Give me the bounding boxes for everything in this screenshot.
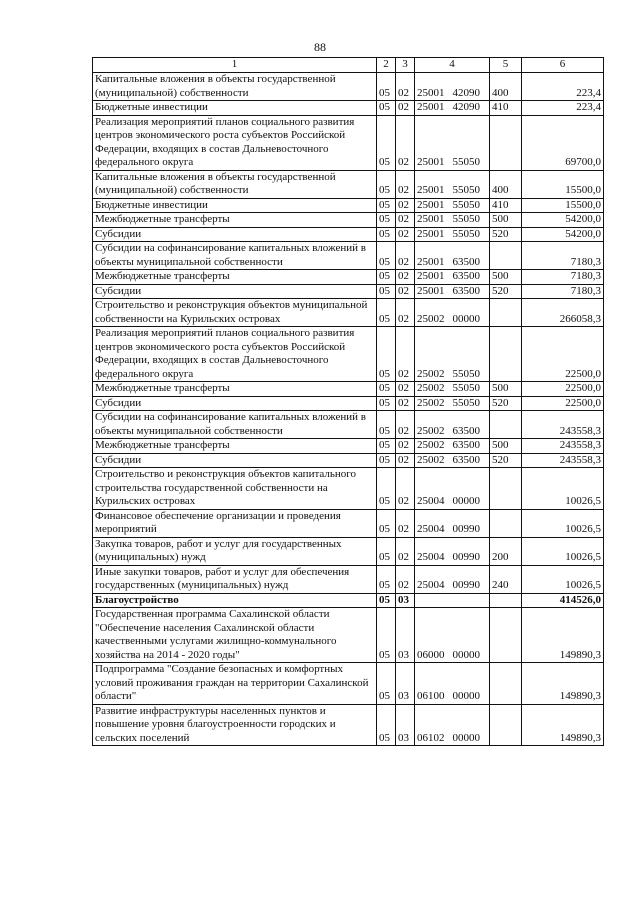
row-direction-code: 00990 <box>452 579 480 591</box>
row-program-code: 25002 <box>417 396 445 409</box>
row-program-code: 25002 <box>417 382 445 394</box>
row-amount: 149890,3 <box>522 704 604 746</box>
table-row <box>93 468 604 510</box>
row-section: 05 <box>377 509 396 537</box>
table-row <box>93 198 604 213</box>
row-amount: 10026,5 <box>522 468 604 510</box>
table-row <box>93 227 604 242</box>
row-direction-code: 55050 <box>452 396 480 409</box>
row-direction-code: 63500 <box>452 270 480 282</box>
header-col-3: 3 <box>396 58 415 73</box>
row-target-code <box>415 704 490 746</box>
row-subsection: 02 <box>396 284 415 299</box>
row-section: 05 <box>377 663 396 705</box>
row-section: 05 <box>377 411 396 439</box>
row-subsection: 02 <box>396 396 415 411</box>
row-name: Капитальные вложения в объекты государственной (муниципальной) собственности <box>93 170 377 198</box>
row-expense-kind <box>490 509 522 537</box>
row-amount: 223,4 <box>522 73 604 101</box>
row-target-code <box>415 453 490 468</box>
row-subsection: 02 <box>396 115 415 170</box>
row-subsection: 02 <box>396 198 415 213</box>
row-expense-kind: 500 <box>490 439 522 454</box>
row-target-code <box>415 227 490 242</box>
row-name: Благоустройство <box>93 593 377 608</box>
table-row <box>93 608 604 663</box>
row-expense-kind <box>490 327 522 382</box>
row-name: Межбюджетные трансферты <box>93 270 377 285</box>
row-amount: 7180,3 <box>522 284 604 299</box>
row-program-code: 25001 <box>417 284 445 297</box>
row-direction-code: 00000 <box>452 495 480 507</box>
table-row <box>93 453 604 468</box>
row-direction-code: 00990 <box>452 523 480 535</box>
row-target-code <box>415 593 490 608</box>
row-expense-kind <box>490 704 522 746</box>
row-name: Подпрограмма "Создание безопасных и комфортных условий проживания граждан на территории Сахалинской области" <box>93 663 377 705</box>
row-name: Межбюджетные трансферты <box>93 213 377 228</box>
row-section: 05 <box>377 382 396 397</box>
row-section: 05 <box>377 198 396 213</box>
row-expense-kind: 520 <box>490 453 522 468</box>
row-amount: 243558,3 <box>522 411 604 439</box>
row-target-code <box>415 382 490 397</box>
row-name: Финансовое обеспечение организации и проведения мероприятий <box>93 509 377 537</box>
row-expense-kind: 400 <box>490 73 522 101</box>
row-program-code: 25002 <box>417 439 445 451</box>
row-section: 05 <box>377 565 396 593</box>
header-col-6: 6 <box>522 58 604 73</box>
row-expense-kind <box>490 663 522 705</box>
row-expense-kind <box>490 468 522 510</box>
row-name: Субсидии <box>93 227 377 242</box>
row-direction-code: 42090 <box>452 86 480 99</box>
row-name: Развитие инфраструктуры населенных пунктов и повышение уровня благоустроенности городских и сельских поселений <box>93 704 377 746</box>
row-amount: 54200,0 <box>522 213 604 228</box>
row-program-code: 25001 <box>417 270 445 282</box>
row-target-code <box>415 439 490 454</box>
row-program-code: 25001 <box>417 86 445 99</box>
table-row <box>93 537 604 565</box>
row-amount: 7180,3 <box>522 242 604 270</box>
row-program-code: 25004 <box>417 579 445 591</box>
row-expense-kind <box>490 411 522 439</box>
table-row <box>93 509 604 537</box>
row-name: Субсидии на софинансирование капитальных вложений в объекты муниципальной собственности <box>93 411 377 439</box>
budget-table <box>92 57 604 746</box>
row-target-code <box>415 198 490 213</box>
row-target-code <box>415 115 490 170</box>
row-target-code <box>415 101 490 116</box>
row-direction-code: 63500 <box>452 424 480 437</box>
row-subsection: 02 <box>396 411 415 439</box>
table-row <box>93 439 604 454</box>
row-target-code <box>415 242 490 270</box>
row-section: 05 <box>377 537 396 565</box>
row-section: 05 <box>377 439 396 454</box>
table-row <box>93 382 604 397</box>
table-row <box>93 115 604 170</box>
row-amount: 7180,3 <box>522 270 604 285</box>
row-program-code: 25001 <box>417 101 445 113</box>
row-subsection: 02 <box>396 537 415 565</box>
table-row <box>93 213 604 228</box>
row-program-code: 06100 <box>417 690 445 702</box>
row-name: Строительство и реконструкция объектов капитального строительства государственной собственности на Курильских островах <box>93 468 377 510</box>
row-program-code: 25002 <box>417 312 445 325</box>
row-subsection: 03 <box>396 608 415 663</box>
row-amount: 69700,0 <box>522 115 604 170</box>
row-name: Бюджетные инвестиции <box>93 101 377 116</box>
table-row <box>93 73 604 101</box>
row-name: Субсидии <box>93 453 377 468</box>
row-subsection: 02 <box>396 468 415 510</box>
row-expense-kind <box>490 608 522 663</box>
row-direction-code: 55050 <box>452 213 480 225</box>
row-expense-kind: 400 <box>490 170 522 198</box>
row-expense-kind <box>490 242 522 270</box>
row-program-code: 25001 <box>417 156 445 168</box>
row-target-code <box>415 411 490 439</box>
row-subsection: 02 <box>396 227 415 242</box>
row-subsection: 02 <box>396 453 415 468</box>
row-amount: 223,4 <box>522 101 604 116</box>
row-amount: 10026,5 <box>522 509 604 537</box>
row-direction-code: 63500 <box>452 255 480 268</box>
row-direction-code: 63500 <box>452 439 480 451</box>
row-name: Межбюджетные трансферты <box>93 439 377 454</box>
row-name: Капитальные вложения в объекты государственной (муниципальной) собственности <box>93 73 377 101</box>
row-target-code <box>415 213 490 228</box>
row-amount: 243558,3 <box>522 439 604 454</box>
table-row <box>93 284 604 299</box>
row-section: 05 <box>377 453 396 468</box>
row-direction-code: 55050 <box>452 198 480 211</box>
row-target-code <box>415 299 490 327</box>
row-section: 05 <box>377 468 396 510</box>
row-amount: 149890,3 <box>522 663 604 705</box>
row-expense-kind <box>490 115 522 170</box>
row-subsection: 02 <box>396 73 415 101</box>
row-subsection: 03 <box>396 593 415 608</box>
row-program-code: 25004 <box>417 551 445 563</box>
table-row <box>93 411 604 439</box>
row-direction-code: 55050 <box>452 227 480 240</box>
row-expense-kind: 500 <box>490 213 522 228</box>
row-subsection: 02 <box>396 270 415 285</box>
row-subsection: 02 <box>396 565 415 593</box>
row-section: 05 <box>377 704 396 746</box>
table-row <box>93 704 604 746</box>
row-expense-kind: 520 <box>490 227 522 242</box>
row-amount: 149890,3 <box>522 608 604 663</box>
row-section: 05 <box>377 115 396 170</box>
row-name: Строительство и реконструкция объектов муниципальной собственности на Курильских островах <box>93 299 377 327</box>
header-col-2: 2 <box>377 58 396 73</box>
row-target-code <box>415 608 490 663</box>
table-row <box>93 270 604 285</box>
row-target-code <box>415 170 490 198</box>
table-row <box>93 663 604 705</box>
row-expense-kind: 500 <box>490 270 522 285</box>
header-col-1: 1 <box>93 58 377 73</box>
row-expense-kind: 240 <box>490 565 522 593</box>
row-program-code: 06102 <box>417 731 445 744</box>
row-subsection: 02 <box>396 242 415 270</box>
row-amount: 22500,0 <box>522 382 604 397</box>
row-subsection: 02 <box>396 101 415 116</box>
row-section: 05 <box>377 593 396 608</box>
row-subsection: 02 <box>396 213 415 228</box>
header-col-5: 5 <box>490 58 522 73</box>
row-amount: 243558,3 <box>522 453 604 468</box>
table-row <box>93 396 604 411</box>
row-amount: 15500,0 <box>522 170 604 198</box>
row-name: Субсидии на софинансирование капитальных вложений в объекты муниципальной собственности <box>93 242 377 270</box>
row-target-code <box>415 73 490 101</box>
row-target-code <box>415 327 490 382</box>
row-section: 05 <box>377 608 396 663</box>
table-row <box>93 327 604 382</box>
row-section: 05 <box>377 284 396 299</box>
row-target-code <box>415 663 490 705</box>
row-expense-kind: 500 <box>490 382 522 397</box>
row-direction-code: 00000 <box>452 312 480 325</box>
row-direction-code: 00990 <box>452 551 480 563</box>
row-name: Межбюджетные трансферты <box>93 382 377 397</box>
table-header-row <box>93 58 604 73</box>
row-direction-code: 55050 <box>452 184 480 196</box>
page-number: 88 <box>314 40 326 54</box>
row-name: Реализация мероприятий планов социального развития центров экономического роста субъектов Российской Федерации, входящих в состав Дальневосточного федерального округа <box>93 115 377 170</box>
row-program-code: 25001 <box>417 213 445 225</box>
row-target-code <box>415 509 490 537</box>
row-program-code: 25001 <box>417 255 445 268</box>
row-expense-kind: 200 <box>490 537 522 565</box>
row-program-code: 06000 <box>417 648 445 661</box>
row-direction-code: 55050 <box>452 156 480 168</box>
row-section: 05 <box>377 213 396 228</box>
row-subsection: 02 <box>396 509 415 537</box>
row-program-code: 25004 <box>417 523 445 535</box>
row-amount: 10026,5 <box>522 565 604 593</box>
row-target-code <box>415 537 490 565</box>
row-target-code <box>415 284 490 299</box>
row-expense-kind: 410 <box>490 198 522 213</box>
row-name: Иные закупки товаров, работ и услуг для обеспечения государственных (муниципальных) нужд <box>93 565 377 593</box>
row-direction-code: 55050 <box>452 367 480 380</box>
row-amount: 414526,0 <box>522 593 604 608</box>
row-name: Субсидии <box>93 284 377 299</box>
row-program-code: 25002 <box>417 367 445 380</box>
row-direction-code: 63500 <box>452 284 480 297</box>
row-expense-kind <box>490 593 522 608</box>
row-subsection: 02 <box>396 327 415 382</box>
header-col-4: 4 <box>415 58 490 73</box>
row-amount: 15500,0 <box>522 198 604 213</box>
row-program-code: 25001 <box>417 184 445 196</box>
table-row <box>93 170 604 198</box>
row-section: 05 <box>377 73 396 101</box>
row-target-code <box>415 396 490 411</box>
row-expense-kind <box>490 299 522 327</box>
row-amount: 22500,0 <box>522 327 604 382</box>
row-direction-code: 00000 <box>452 648 480 661</box>
row-name: Бюджетные инвестиции <box>93 198 377 213</box>
row-expense-kind: 410 <box>490 101 522 116</box>
row-section: 05 <box>377 396 396 411</box>
row-name: Государственная программа Сахалинской области "Обеспечение населения Сахалинской области качественными услугами жилищно-коммунального хозяйства на 2014 - 2020 годы" <box>93 608 377 663</box>
row-program-code: 25002 <box>417 453 445 466</box>
row-subsection: 03 <box>396 704 415 746</box>
row-expense-kind: 520 <box>490 284 522 299</box>
row-subsection: 02 <box>396 299 415 327</box>
table-row <box>93 242 604 270</box>
row-amount: 22500,0 <box>522 396 604 411</box>
row-program-code: 25001 <box>417 198 445 211</box>
row-section: 05 <box>377 327 396 382</box>
row-direction-code: 55050 <box>452 382 480 394</box>
table-row <box>93 299 604 327</box>
row-direction-code: 42090 <box>452 101 480 113</box>
row-subsection: 02 <box>396 382 415 397</box>
row-subsection: 02 <box>396 170 415 198</box>
row-amount: 10026,5 <box>522 537 604 565</box>
row-expense-kind: 520 <box>490 396 522 411</box>
row-direction-code: 63500 <box>452 453 480 466</box>
row-subsection: 03 <box>396 663 415 705</box>
row-section: 05 <box>377 101 396 116</box>
row-program-code: 25001 <box>417 227 445 240</box>
table-row <box>93 593 604 608</box>
row-subsection: 02 <box>396 439 415 454</box>
row-direction-code: 00000 <box>452 731 480 744</box>
row-target-code <box>415 468 490 510</box>
table-row <box>93 565 604 593</box>
row-section: 05 <box>377 270 396 285</box>
row-direction-code: 00000 <box>452 690 480 702</box>
row-section: 05 <box>377 299 396 327</box>
row-amount: 54200,0 <box>522 227 604 242</box>
row-name: Субсидии <box>93 396 377 411</box>
row-name: Реализация мероприятий планов социального развития центров экономического роста субъектов Российской Федерации, входящих в состав Дальневосточного федерального округа <box>93 327 377 382</box>
table-row <box>93 101 604 116</box>
row-program-code: 25002 <box>417 424 445 437</box>
row-amount: 266058,3 <box>522 299 604 327</box>
row-section: 05 <box>377 170 396 198</box>
row-name: Закупка товаров, работ и услуг для государственных (муниципальных) нужд <box>93 537 377 565</box>
row-target-code <box>415 270 490 285</box>
row-section: 05 <box>377 242 396 270</box>
row-target-code <box>415 565 490 593</box>
row-program-code: 25004 <box>417 495 445 507</box>
row-section: 05 <box>377 227 396 242</box>
